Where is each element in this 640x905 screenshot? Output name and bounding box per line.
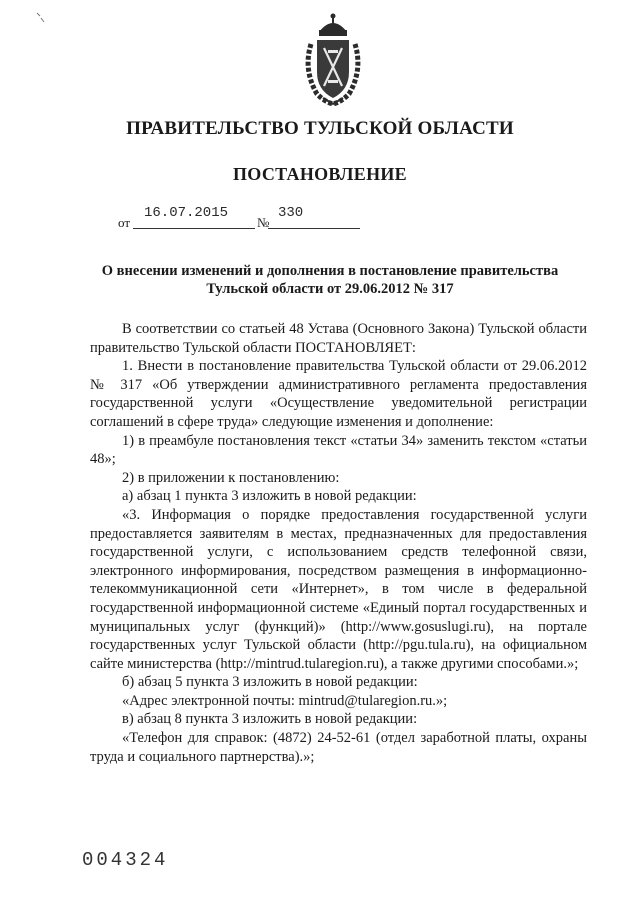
document-type: ПОСТАНОВЛЕНИЕ: [233, 164, 407, 184]
government-title: ПРАВИТЕЛЬСТВО ТУЛЬСКОЙ ОБЛАСТИ: [126, 118, 514, 139]
scan-mark: [36, 12, 46, 26]
paragraph-item-b: б) абзац 5 пункта 3 изложить в новой редакции:: [122, 674, 418, 691]
document-subject: [70, 262, 590, 298]
number-value: 330: [278, 205, 304, 221]
subject-line-2: Тульской области от 29.06.2012 № 317: [206, 281, 454, 297]
paragraph-item-1: 1. Внести в постановление правительства Тульской области от 29.06.2012 № 317 «Об утверждении административного регламента предоставления государственной услуги «Осуществление уведомительной регистрации соглашений в сфере труда» следующие изменения и дополнение:: [90, 358, 587, 430]
document-body: [90, 320, 587, 766]
paragraph-item-v: в) абзац 8 пункта 3 изложить в новой редакции:: [122, 711, 418, 728]
date-underline: [133, 228, 255, 229]
number-label: №: [257, 215, 270, 230]
coat-of-arms-icon: [297, 10, 369, 106]
serial-number: 004324: [82, 849, 169, 871]
subject-line-1: О внесении изменений и дополнения в постановление правительства: [101, 263, 559, 279]
paragraph-quote-3: «3. Информация о порядке предоставления государственной услуги предоставляется заявителям в местах, предназначенных для предоставления государственной услуги, с использованием средств телефонной связи, электронного информирования, посредством размещения в информационно-телекоммуникационной сети «Интернет», в том числе в федеральной государственной информационной системе «Единый портал государственных и муниципальных услуг (функций)» (http://www.gosuslugi.ru), на портале государственных услуг Тульской области (http://pgu.tula.ru), на официальном сайте министерства (http://mintrud.tularegion.ru), а также другими способами.»;: [90, 506, 587, 672]
paragraph-phone: «Телефон для справок: (4872) 24-52-61 (отдел заработной платы, охраны труда и социального партнерства).»;: [90, 730, 587, 765]
paragraph-preamble: В соответствии со статьей 48 Устава (Основного Закона) Тульской области правительство Тульской области ПОСТАНОВЛЯЕТ:: [90, 321, 587, 356]
paragraph-item-1-1: 1) в преамбуле постановления текст «статьи 34» заменить текстом «статьи 48»;: [90, 432, 587, 468]
paragraph-item-1-2: 2) в приложении к постановлению:: [122, 469, 340, 486]
paragraph-item-a: а) абзац 1 пункта 3 изложить в новой редакции:: [122, 488, 417, 505]
paragraph-email: «Адрес электронной почты: mintrud@tularegion.ru.»;: [122, 692, 448, 709]
date-label: от: [118, 215, 131, 230]
date-value: 16.07.2015: [144, 205, 229, 221]
number-underline: [268, 228, 360, 229]
